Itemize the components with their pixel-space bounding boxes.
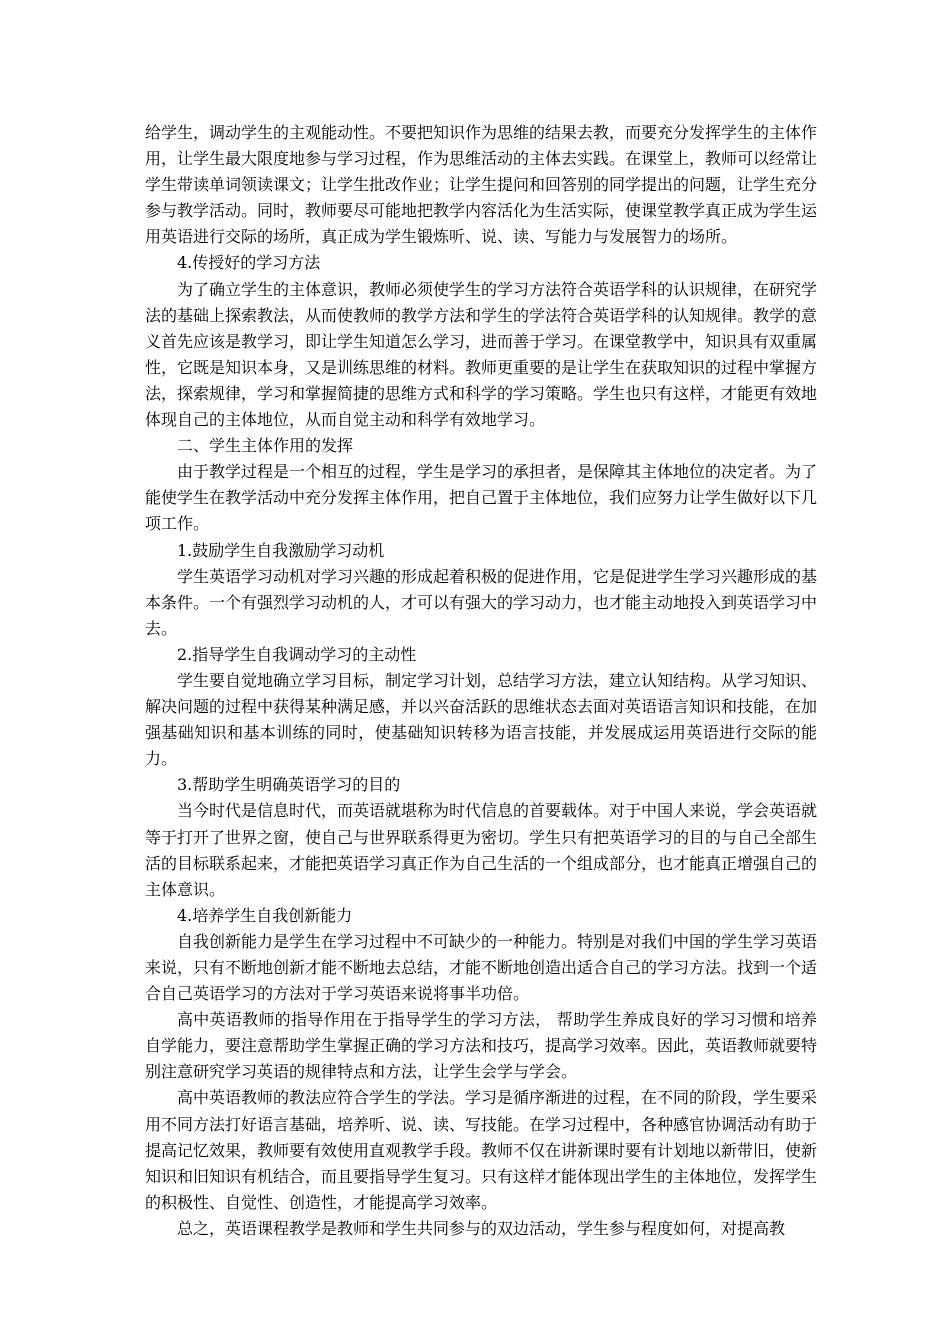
section-heading-student-role: 二、学生主体作用的发挥 <box>177 436 354 456</box>
paragraph: 学生要自觉地确立学习目标，制定学习计划，总结学习方法，建立认知结构。从学习知识、解决问题的过程中获得某种满足感，并以兴奋活跃的思维状态去面对英语语言知识和技能，在加强基础知识和基本训练的同时，使基础知识转移为语言技能，并发展成运用英语进行交际的能力。 <box>145 670 818 769</box>
paragraph: 高中英语教师的指导作用在于指导学生的学习方法， 帮助学生养成良好的学习习惯和培养自学能力，要注意帮助学生掌握正确的学习方法和技巧，提高学习效率。因此，英语教师就要特别注意研究学习英语的规律特点和方法，让学生会学与学会。 <box>145 1010 818 1082</box>
section-heading-innovation: 4.培养学生自我创新能力 <box>177 905 353 925</box>
paragraph: 由于教学过程是一个相互的过程，学生是学习的承担者，是保障其主体地位的决定者。为了能使学生在教学活动中充分发挥主体作用，把自己置于主体地位，我们应努力让学生做好以下几项工作。 <box>145 462 818 534</box>
paragraph: 高中英语教师的教法应符合学生的学法。学习是循序渐进的过程，在不同的阶段，学生要采用不同方法打好语言基础，培养听、说、读、写技能。在学习过程中，各种感官协调活动有助于提高记忆效果，教师要有效使用直观教学手段。教师不仅在讲新课时要有计划地以新带旧，使新知识和旧知识有机结合，而且要指导学生复习。只有这样才能体现出学生的主体地位，发挥学生的积极性、自觉性、创造性，才能提高学习效率。 <box>145 1088 818 1212</box>
section-heading-initiative: 2.指导学生自我调动学习的主动性 <box>177 644 417 664</box>
section-heading-teaching-methods: 4.传授好的学习方法 <box>177 253 321 273</box>
document-page <box>145 120 817 1242</box>
section-heading-motivation: 1.鼓励学生自我激励学习动机 <box>177 540 385 560</box>
paragraph: 为了确立学生的主体意识，教师必须使学生的学习方法符合英语学科的认识规律，在研究学法的基础上探索教法，从而使教师的教学方法和学生的学法符合英语学科的认知规律。教学的意义首先应该是教学习，即让学生知道怎么学习，进而善于学习。在课堂教学中，知识具有双重属性，它既是知识本身，又是训练思维的材料。教师更重要的是让学生在获取知识的过程中掌握方法，探索规律，学习和掌握简捷的思维方式和科学的学习策略。学生也只有这样，才能更有效地体现自己的主体地位，从而自觉主动和科学有效地学习。 <box>145 279 818 430</box>
paragraph: 自我创新能力是学生在学习过程中不可缺少的一种能力。特别是对我们中国的学生学习英语来说，只有不断地创新才能不断地去总结，才能不断地创造出适合自己的学习方法。找到一个适合自己英语学习的方法对于学习英语来说将事半功倍。 <box>145 931 818 1004</box>
paragraph-last: 总之，英语课程教学是教师和学生共同参与的双边活动，学生参与程度如何，对提高教 <box>177 1218 786 1238</box>
paragraph-continued: 给学生，调动学生的主观能动性。不要把知识作为思维的结果去教，而要充分发挥学生的主体作用，让学生最大限度地参与学习过程，作为思维活动的主体去实践。在课堂上，教师可以经常让学生带读单词领读课文；让学生批改作业；让学生提问和回答别的同学提出的问题，让学生充分参与教学活动。同时，教师要尽可能地把教学内容活化为生活实际，使课堂教学真正成为学生运用英语进行交际的场所，真正成为学生锻炼听、说、读、写能力与发展智力的场所。 <box>145 123 818 247</box>
section-heading-purpose: 3.帮助学生明确英语学习的目的 <box>177 775 401 795</box>
paragraph: 当今时代是信息时代，而英语就堪称为时代信息的首要载体。对于中国人来说，学会英语就等于打开了世界之窗，使自己与世界联系得更为密切。学生只有把英语学习的目的与自己全部生活的目标联系起来，才能把英语学习真正作为自己生活的一个组成部分，也才能真正增强自己的主体意识。 <box>145 801 818 899</box>
paragraph: 学生英语学习动机对学习兴趣的形成起着积极的促进作用，它是促进学生学习兴趣形成的基本条件。一个有强烈学习动机的人，才可以有强大的学习动力，也才能主动地投入到英语学习中去。 <box>145 566 818 638</box>
